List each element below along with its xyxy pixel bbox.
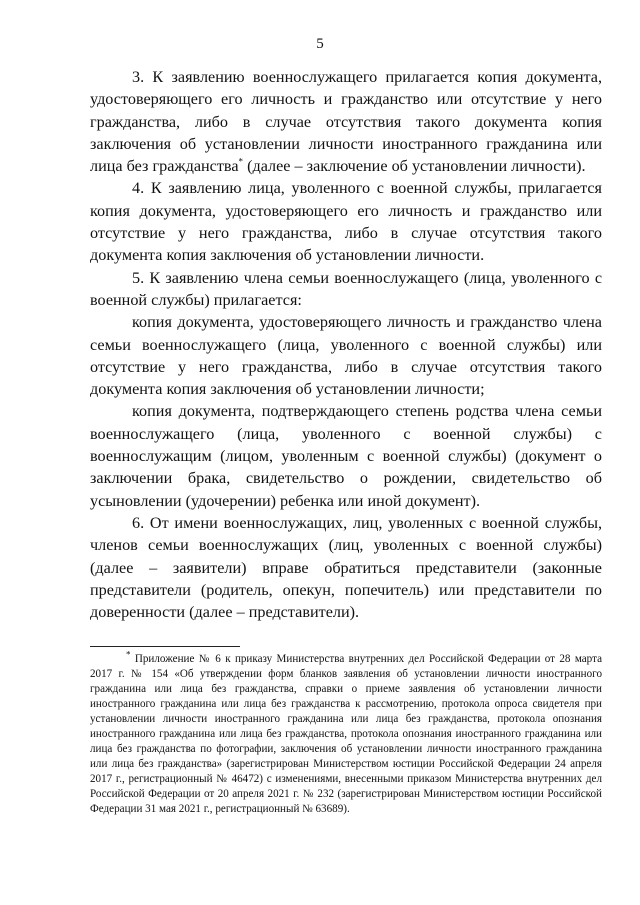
footnote-reference: *: [238, 156, 244, 167]
footnote-divider: [90, 646, 240, 647]
paragraph-5-item-2: копия документа, подтверждающего степень родства члена семьи военнослужащего (лица, уволенного с военной службы) с военнослужащим (лицом, уволенным с военной службы) (документ о заключении брака, свидетельство о рождении, свидетельство об усыновлении (удочерении) ребенка или иной документ).: [90, 402, 602, 510]
paragraph-4: 4. К заявлению лица, уволенного с военной службы, прилагается копия документа, удостоверяющего его личность и гражданство или отсутствие у него гражданства, либо в случае отсутствия такого документа копия заключения об установлении личности.: [90, 179, 602, 265]
paragraph-5: 5. К заявлению члена семьи военнослужащего (лица, уволенного с военной службы) прилагается:: [90, 268, 602, 309]
paragraph-5-item-1: копия документа, удостоверяющего личность и гражданство члена семьи военнослужащего (лица, уволенного с военной службы) или отсутствие у него гражданства, либо в случае отсутствия такого документа копия заключения об установлении личности;: [90, 313, 602, 399]
paragraph-6: 6. От имени военнослужащих, лиц, уволенных с военной службы, членов семьи военнослужащих (лиц, уволенных с военной службы) (далее – заявители) вправе обратиться представители (законные представители (родитель, опекун, попечитель) или представители по доверенности (далее – представители).: [90, 513, 602, 622]
paragraph-3: [90, 66, 602, 177]
page-number: 5: [316, 36, 324, 52]
document-body: [90, 66, 602, 623]
footnote-mark: *: [126, 649, 131, 660]
paragraph-3-tail: (далее – заключение об установлении личности).: [243, 157, 586, 176]
footnote: [90, 649, 602, 818]
paragraph-3-text: 3. К заявлению военнослужащего прилагается копия документа, удостоверяющего его личность и гражданство или отсутствие у него гражданства, либо в случае отсутствия такого документа копия заключения об установлении личности иностранного гражданина или лица без гражданства: [90, 68, 602, 176]
footnote-text: Приложение № 6 к приказу Министерства внутренних дел Российской Федерации от 28 марта 2017 г. № 154 «Об утверждении форм бланков заявления об установлении личности иностранного гражданина или лица без гражданства, справки о приеме заявления об установлении личности иностранного гражданина или лица без гражданства к рассмотрению, протокола опроса свидетеля при установлении личности иностранного гражданина или лица без гражданства, протокола опознания иностранного гражданина или лица без гражданства, протокола опознания иностранного гражданина или лица без гражданства по фотографии, заключения об установлении личности иностранного гражданина или лица без гражданства» (зарегистрирован Министерством юстиции Российской Федерации 24 апреля 2017 г., регистрационный № 46472) с изменениями, внесенными приказом Министерства внутренних дел Российской Федерации от 20 апреля 2021 г. № 232 (зарегистрирован Министерством юстиции Российской Федерации 31 мая 2021 г., регистрационный № 63689).: [90, 653, 602, 816]
